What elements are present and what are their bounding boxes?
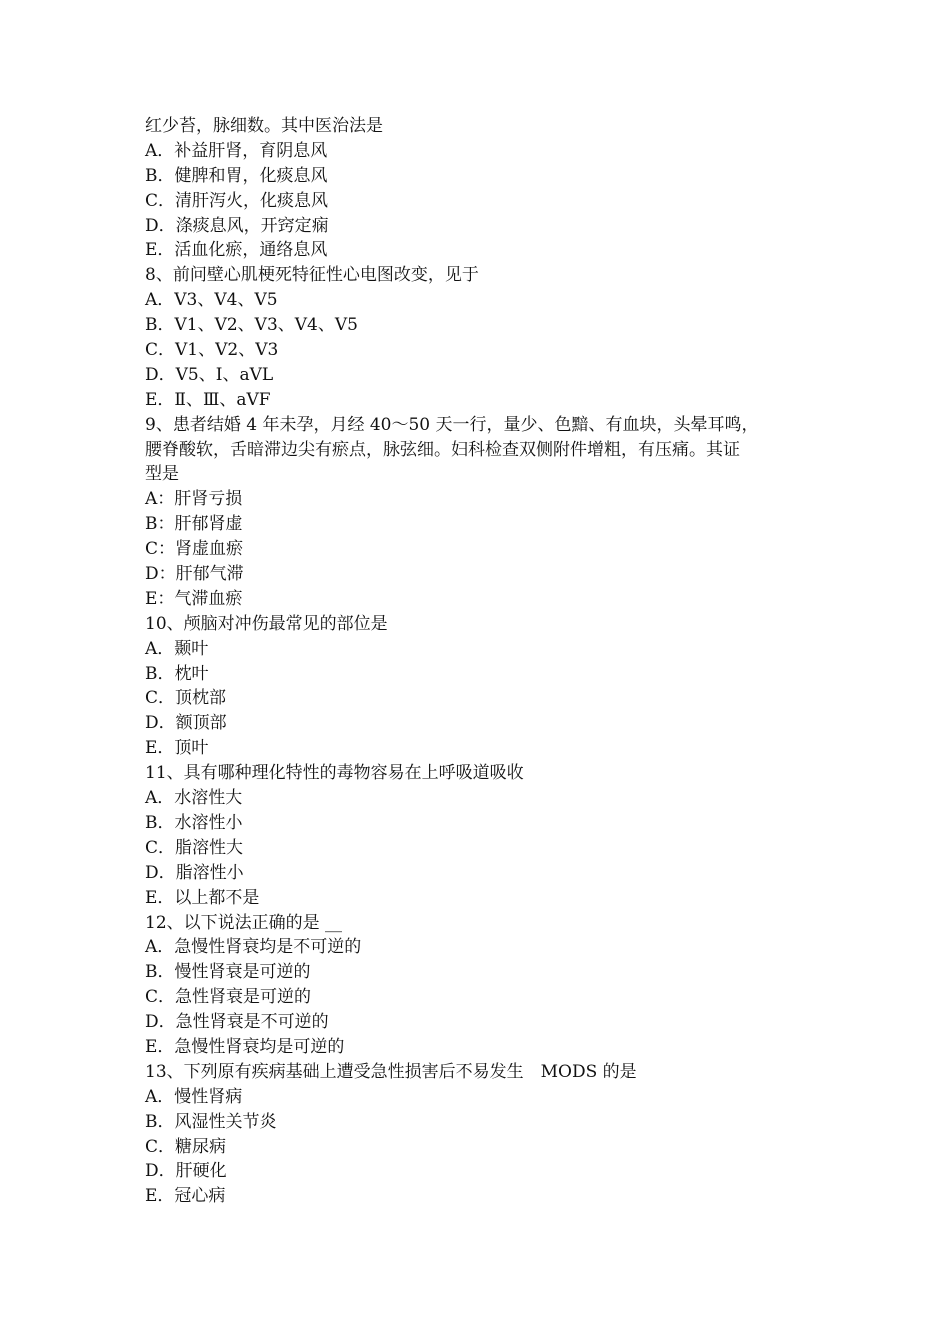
option-line: E．活血化瘀，通络息风 [145,240,328,261]
option-line: C．糖尿病 [145,1136,227,1157]
option-line: E．Ⅱ、Ⅲ、aⅤF [145,389,271,410]
question-12: 12、以下说法正确的是 __ [145,912,343,933]
option-line: A．颞叶 [145,638,209,659]
option-line: E．急慢性肾衰均是可逆的 [145,1036,345,1057]
option-line: B．健脾和胃，化痰息风 [145,165,328,186]
option-line: B．慢性肾衰是可逆的 [145,962,311,983]
option-line: E．顶叶 [145,738,209,759]
option-line: E：气滞血瘀 [145,588,243,609]
option-line: D．涤痰息风，开窍定痫 [145,215,329,236]
option-line: B．风湿性关节炎 [145,1111,277,1132]
option-line: C．Ⅴ1、Ⅴ2、Ⅴ3 [145,340,279,361]
option-line: D．脂溶性小 [145,862,244,883]
option-line: B：肝郁肾虚 [145,514,243,535]
question-11: 11、具有哪种理化特性的毒物容易在上呼吸道吸收 [145,763,524,784]
option-line: C．急性肾衰是可逆的 [145,987,312,1008]
question-10: 10、颅脑对冲伤最常见的部位是 [145,613,388,634]
option-line: D．肝硬化 [145,1161,227,1182]
question-9-continued: 腰脊酸软，舌暗滞边尖有瘀点，脉弦细。妇科检查双侧附件增粗，有压痛。其证 [145,439,740,460]
option-line: A．水溶性大 [145,788,243,809]
option-line: A．补益肝肾，育阴息风 [145,140,328,161]
option-line: A．慢性肾病 [145,1086,243,1107]
question-9-end: 型是 [145,464,179,485]
text-line: 红少苔，脉细数。其中医治法是 [145,116,383,136]
option-line: A：肝肾亏损 [145,489,243,510]
question-9: 9、患者结婚 4 年未孕，月经 40～50 天一行，量少、色黯、有血块，头晕耳鸣， [145,414,759,435]
option-line: B．Ⅴ1、Ⅴ2、Ⅴ3、Ⅴ4、Ⅴ5 [145,315,358,336]
option-line: C．清肝泻火，化痰息风 [145,190,329,211]
option-line: E．冠心病 [145,1186,226,1207]
option-line: C．脂溶性大 [145,837,244,858]
option-line: D．Ⅴ5、Ⅰ、aⅤL [145,364,274,385]
option-line: A．急慢性肾衰均是不可逆的 [145,937,362,958]
option-line: A．Ⅴ3、Ⅴ4、Ⅴ5 [145,290,278,311]
option-line: B．水溶性小 [145,812,243,833]
option-line: E．以上都不是 [145,887,260,908]
question-13: 13、下列原有疾病基础上遭受急性损害后不易发生 MODS 的是 [145,1061,637,1082]
option-line: C：肾虚血瘀 [145,539,244,560]
document-body [145,114,815,1209]
option-line: C．顶枕部 [145,688,227,709]
question-8: 8、前问壁心肌梗死特征性心电图改变，见于 [145,265,479,286]
option-line: D：肝郁气滞 [145,564,244,585]
option-line: D．额顶部 [145,713,227,734]
option-line: B．枕叶 [145,663,209,684]
option-line: D．急性肾衰是不可逆的 [145,1012,329,1033]
